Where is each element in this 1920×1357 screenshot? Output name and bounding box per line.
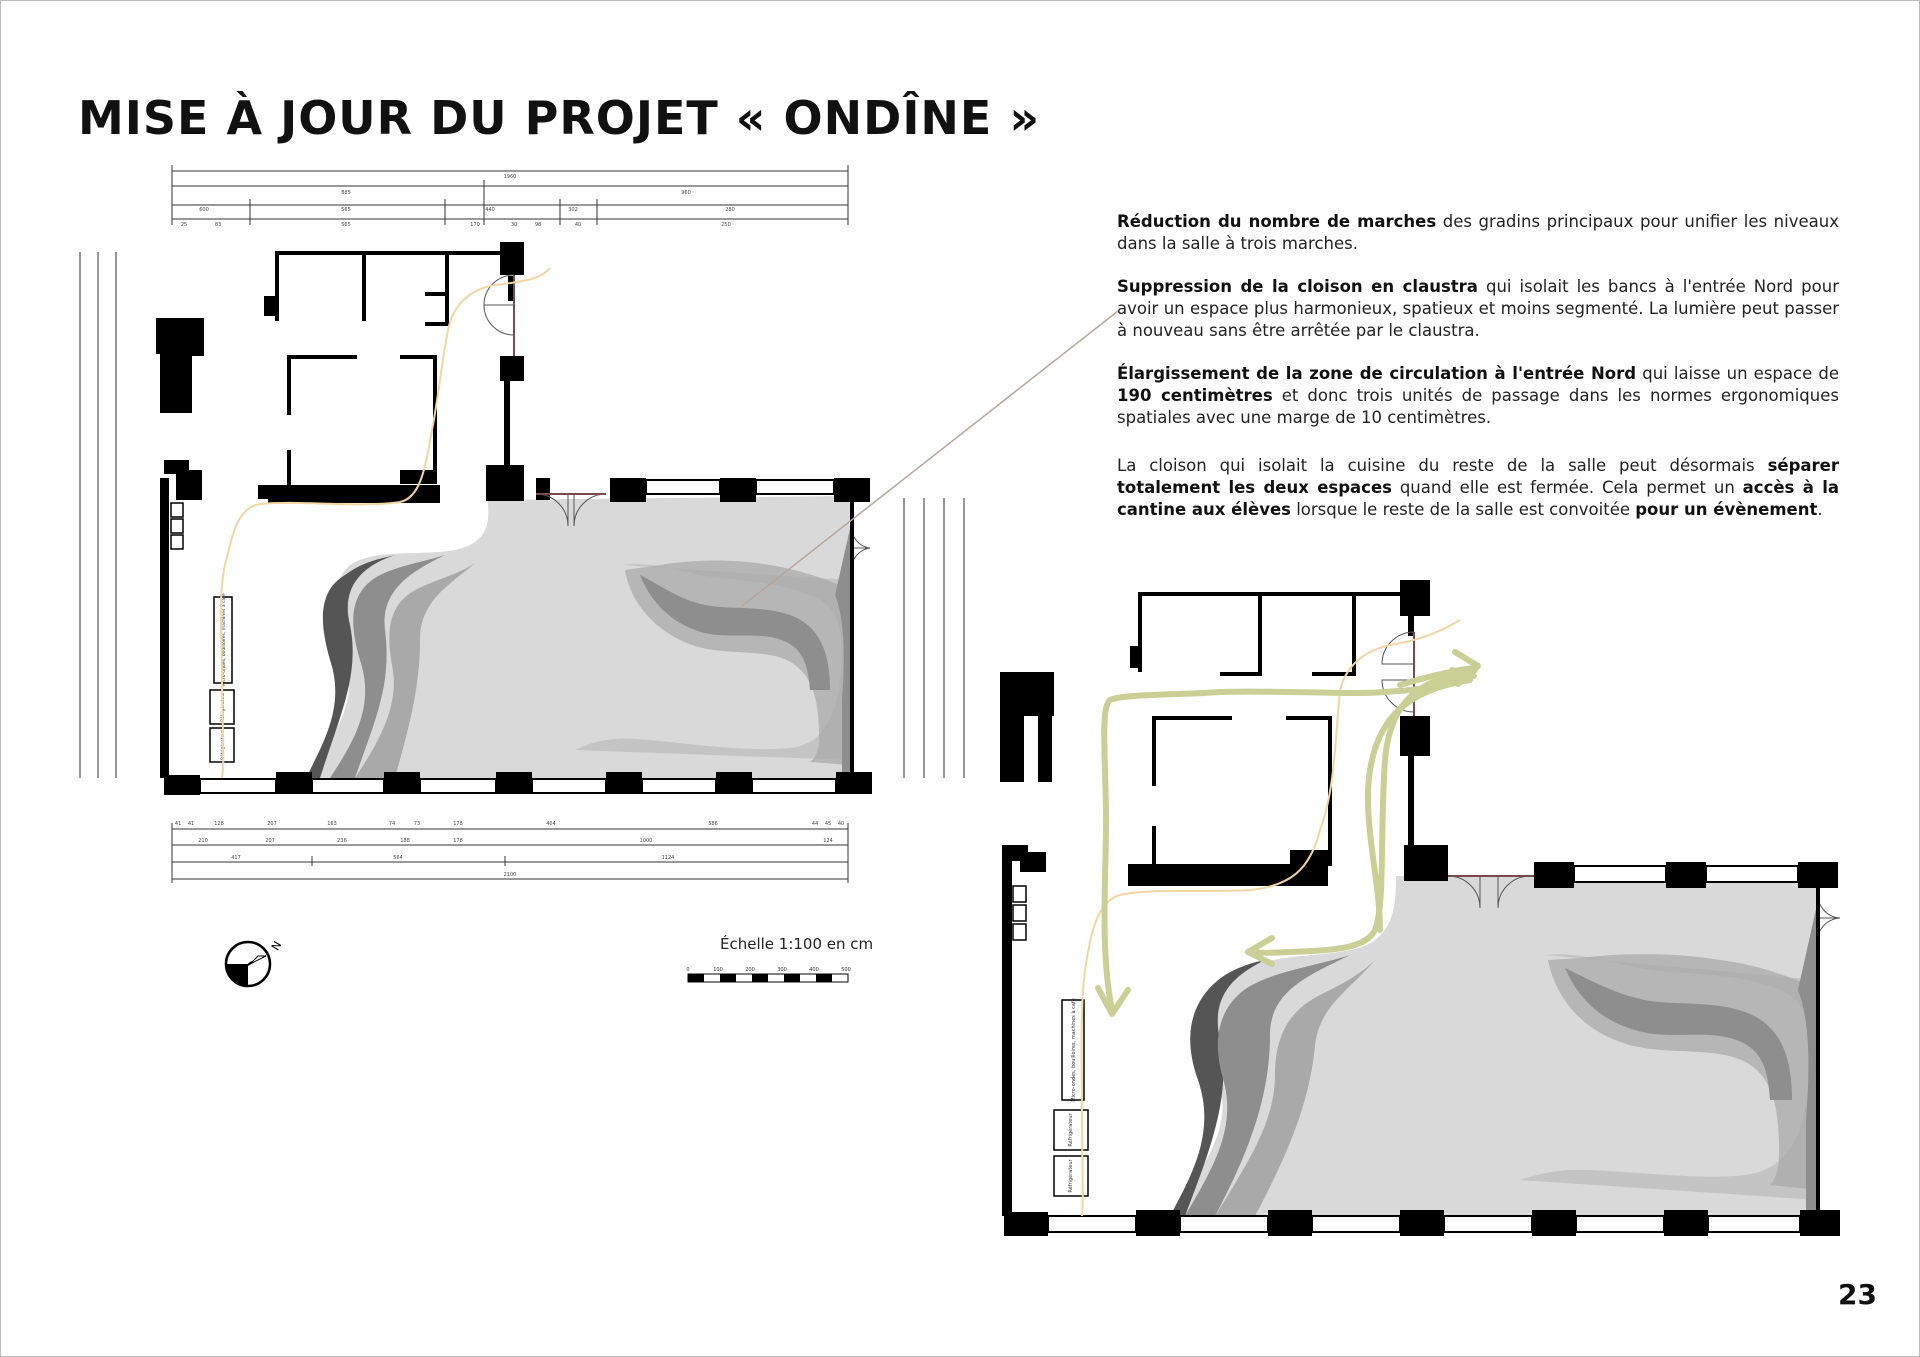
dim-label: 163: [327, 821, 337, 827]
scale-tick: 0: [686, 967, 690, 973]
fixture-label: Micro-ondes, bouilloires, machines à café: [1071, 998, 1077, 1102]
dim-label: 302: [568, 207, 578, 213]
note-kitchen: La cloison qui isolait la cuisine du reste de la salle peut désormais séparer totalement les deux espaces quand elle est fermée. Cela permet un accès à la cantine aux élèves lorsque le reste de la salle est convoitée pour un évènement.: [1117, 456, 1839, 519]
north-compass-icon: [222, 936, 292, 996]
dim-label: 83: [214, 222, 222, 228]
dim-label: 586: [708, 821, 718, 827]
dim-label: 178: [453, 821, 463, 827]
dim-label: 404: [546, 821, 556, 827]
floor-area-after: [1170, 872, 1818, 1216]
north-label: N: [268, 939, 285, 953]
update-notes: [1117, 211, 1839, 542]
dim-label: 600: [199, 207, 209, 213]
dim-label: 210: [198, 838, 208, 844]
dim-label: 41: [187, 821, 195, 827]
fixture-label: Réfrigérateur: [1068, 1113, 1074, 1147]
note-steps: Réduction du nombre de marches des gradins principaux pour unifier les niveaux dans la salle à trois marches.: [1117, 212, 1839, 253]
dim-label: 565: [341, 222, 351, 228]
fixture-label: Micro-ondes, bouilloires, machines à café: [222, 593, 227, 687]
scale-tick: 100: [713, 967, 723, 973]
page-title: MISE À JOUR DU PROJET « ONDÎNE »: [78, 90, 1041, 145]
dim-label: 128: [214, 821, 224, 827]
dim-label: 1000: [639, 838, 653, 844]
dim-label: 98: [534, 222, 542, 228]
dim-label: 170: [470, 222, 480, 228]
dim-label: 44: [811, 821, 819, 827]
dim-label: 207: [267, 821, 277, 827]
dim-label: 178: [453, 838, 463, 844]
dim-label: 1960: [503, 174, 517, 180]
dim-label: 564: [393, 855, 403, 861]
scale-bar: [686, 962, 856, 992]
dim-label: 73: [413, 821, 421, 827]
dim-label: 40: [574, 222, 582, 228]
dim-label: 25: [180, 222, 188, 228]
scale-label: Échelle 1:100 en cm: [720, 935, 874, 953]
scale-tick: 200: [745, 967, 755, 973]
note-circulation: Élargissement de la zone de circulation à l'entrée Nord qui laisse un espace de 190 centimètres et donc trois unités de passage dans les normes ergonomiques spatiales avec une marge de 10 centimètres.: [1117, 364, 1839, 427]
dim-label: 207: [265, 838, 275, 844]
dim-label: 188: [400, 838, 410, 844]
dim-label: 1124: [661, 855, 675, 861]
dim-label: 960: [681, 190, 691, 196]
dim-label: 41: [174, 821, 182, 827]
dim-label: 2100: [503, 872, 517, 878]
dim-label: 45: [824, 821, 832, 827]
dim-label: 280: [725, 207, 735, 213]
scale-tick: 300: [777, 967, 787, 973]
dim-label: 40: [837, 821, 845, 827]
dim-label: 236: [337, 838, 347, 844]
dim-label: 74: [388, 821, 396, 827]
dim-label: 885: [341, 190, 351, 196]
dim-label: 565: [341, 207, 351, 213]
dim-label: 124: [823, 838, 833, 844]
dim-label: 440: [485, 207, 495, 213]
note-claustra: Suppression de la cloison en claustra qui isolait les bancs à l'entrée Nord pour avoir un espace plus harmonieux, spatieux et moins segmenté. La lumière peut passer à nouveau sans être arrêtée par le claustra.: [1117, 277, 1839, 340]
fixture-label: Réfrigérateur: [221, 730, 226, 760]
page-number: 23: [1838, 1278, 1877, 1311]
scale-tick: 400: [809, 967, 819, 973]
dim-label: 417: [231, 855, 241, 861]
dim-label: 250: [721, 222, 731, 228]
fixture-label: Réfrigérateur: [221, 692, 226, 722]
dim-label: 30: [510, 222, 518, 228]
fixture-label: Réfrigérateur: [1068, 1159, 1074, 1193]
scale-tick: 500: [841, 967, 851, 973]
